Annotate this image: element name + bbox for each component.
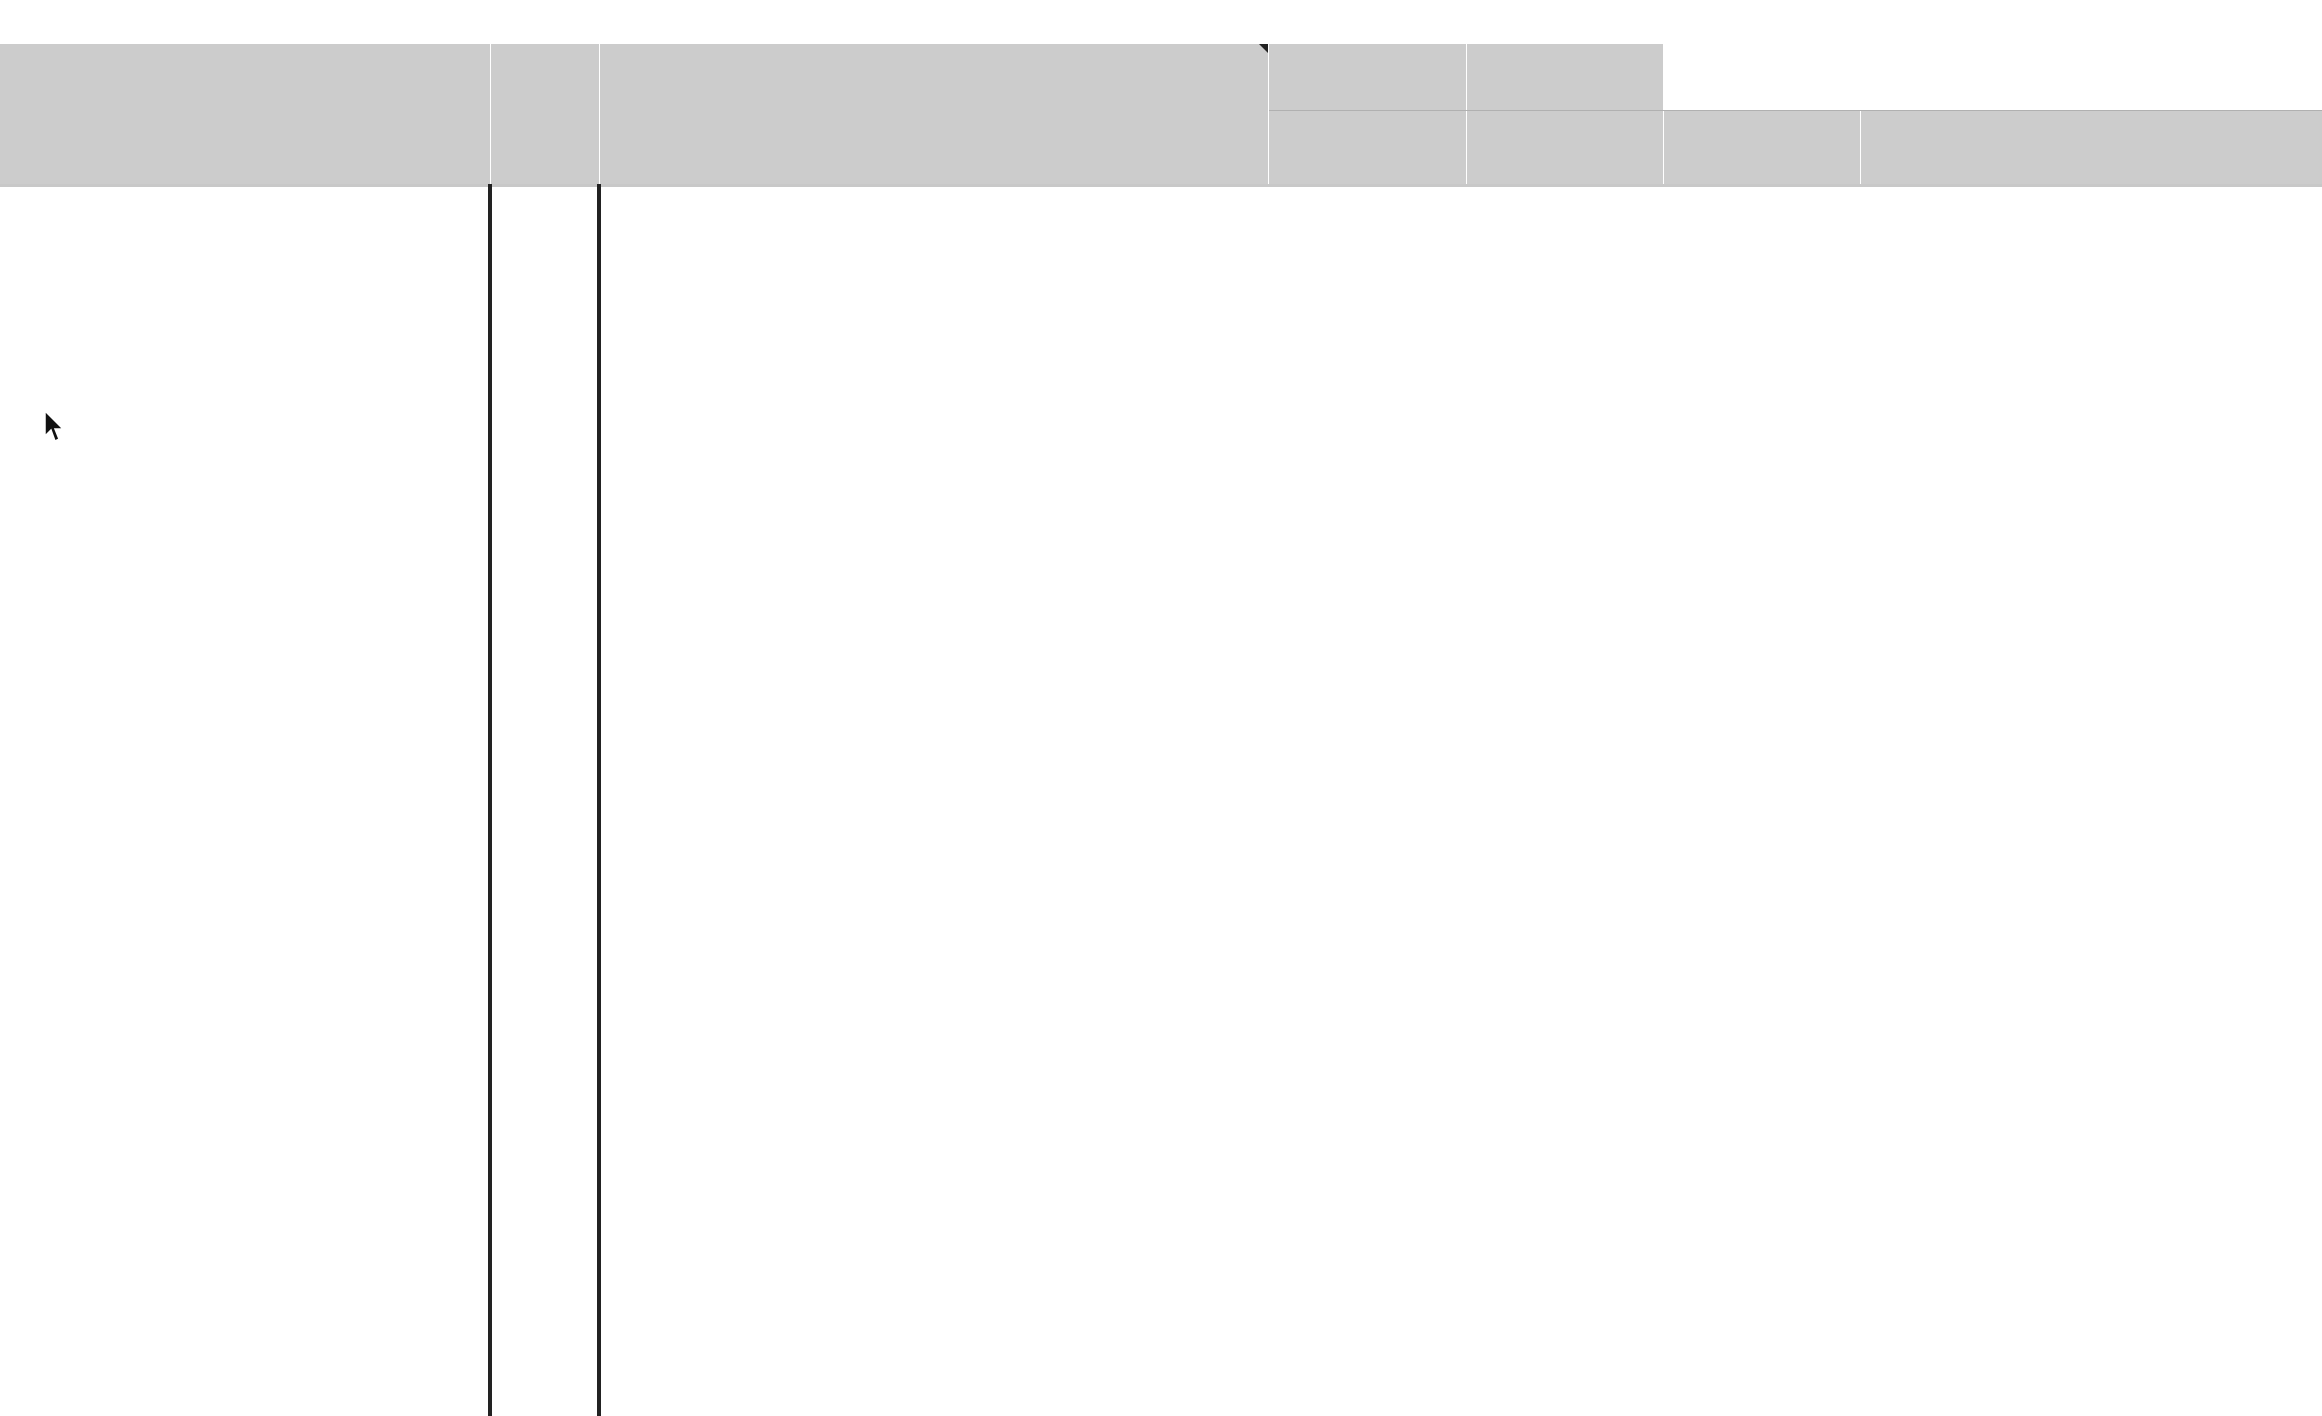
header-design-ideas[interactable] [600,44,1268,184]
frozen-row-divider [0,184,2322,187]
phase-column-right-border [597,184,601,1416]
header-blank-area [1664,44,2322,110]
header-feature[interactable] [0,44,490,184]
scoring-header[interactable] [1269,0,1860,44]
phase-column-left-border [488,184,492,1416]
header-phase[interactable] [491,44,599,184]
header-impact[interactable] [1269,44,1466,184]
mouse-cursor-icon [44,410,66,444]
comment-indicator-icon [1259,44,1268,53]
header-effort[interactable] [1467,44,1663,184]
header-divider [1269,110,2322,111]
